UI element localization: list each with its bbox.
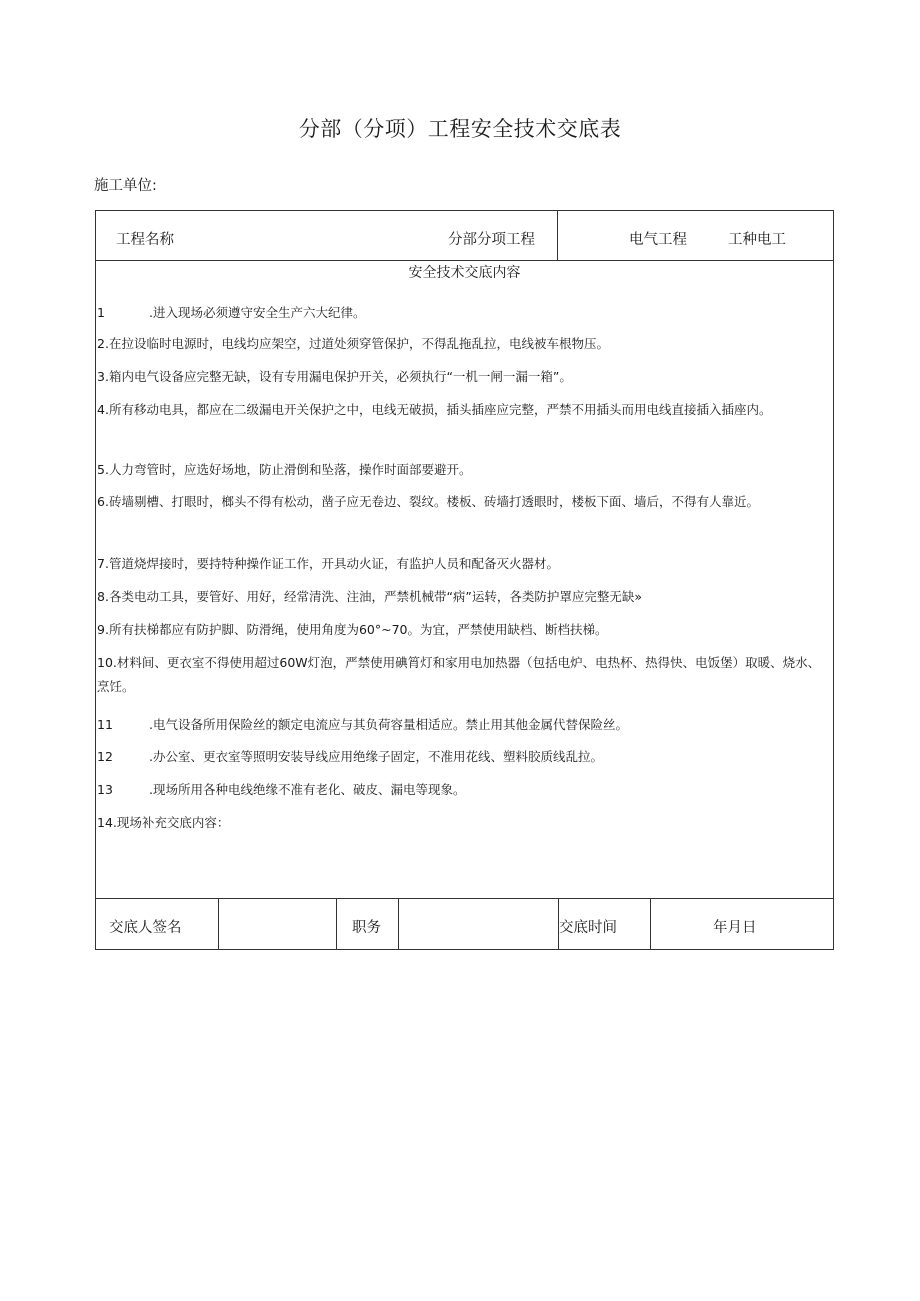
item-number: 11 xyxy=(97,717,113,732)
item-text: 在拉设临时电源时，电线均应架空，过道处须穿管保护，不得乱拖乱拉，电线被车根物压。 xyxy=(108,336,609,351)
signer-label: 交底人签名 xyxy=(109,920,182,936)
item-number: 2. xyxy=(97,336,109,351)
list-item xyxy=(97,745,825,769)
time-field[interactable]: 年月日 xyxy=(713,920,757,936)
list-item xyxy=(97,651,825,699)
footer-divider xyxy=(336,898,337,950)
item-text: .现场所用各种电线绝缘不准有老化、破皮、漏电等现象。 xyxy=(149,782,466,797)
item-text: 所有移动电具，都应在二级漏电开关保护之中，电线无破损，插头插座应完整，严禁不用插头而用电线直接插入插座内。 xyxy=(108,402,772,417)
document-title: 分部（分项）工程安全技术交底表 xyxy=(298,117,622,141)
item-text: .进入现场必须遵守安全生产六大纪律。 xyxy=(149,305,366,320)
item-number: 9. xyxy=(97,622,109,637)
item-text: .电气设备所用保险丝的额定电流应与其负荷容量相适应。禁止用其他金属代替保险丝。 xyxy=(149,717,628,732)
item-text: 现场补充交底内容： xyxy=(116,815,230,830)
list-item xyxy=(97,811,825,835)
list-item xyxy=(97,301,825,325)
item-number: 7. xyxy=(97,556,109,571)
sub-project-label: 分部分项工程 xyxy=(448,232,535,248)
item-number: 5. xyxy=(97,462,109,477)
item-number: 14. xyxy=(97,815,117,830)
position-label: 职务 xyxy=(352,920,381,936)
item-number: 4. xyxy=(97,402,109,417)
content-title: 安全技术交底内容 xyxy=(408,265,521,281)
item-text: 材料间、更衣室不得使用超过60W灯泡，严禁使用碘筲灯和家用电加热器（包括电炉、电热杯、热得快、电饭堡）取暖、烧水、烹饪。 xyxy=(97,655,821,694)
list-item xyxy=(97,713,825,737)
list-item xyxy=(97,458,825,482)
item-number: 12 xyxy=(97,749,113,764)
list-item xyxy=(97,585,825,609)
footer-divider xyxy=(398,898,399,950)
item-number: 10. xyxy=(97,655,117,670)
header-bottom-line xyxy=(96,260,833,261)
list-item xyxy=(97,332,825,356)
list-item xyxy=(97,490,825,514)
item-number: 8. xyxy=(97,589,109,604)
list-item xyxy=(97,365,825,389)
list-item xyxy=(97,398,825,422)
item-text: 人力弯管时，应选好场地，防止滑倒和坠落，操作时面部要避开。 xyxy=(108,462,472,477)
item-number: 6. xyxy=(97,494,109,509)
footer-top-line xyxy=(96,898,833,899)
header-divider xyxy=(557,211,558,260)
list-item xyxy=(97,618,825,642)
project-name-label: 工程名称 xyxy=(116,232,174,248)
list-item xyxy=(97,552,825,576)
time-label: 交底时间 xyxy=(559,920,617,936)
item-text: 各类电动工具，要管好、用好，经常清洗、注油，严禁机械带“病”运转，各类防护罩应完整无缺» xyxy=(108,589,643,604)
safety-briefing-form xyxy=(95,210,834,950)
item-number: 1 xyxy=(97,305,105,320)
item-text: 管道烧焊接时，要持特种操作证工作，开具动火证，有监护人员和配备灭火器材。 xyxy=(108,556,559,571)
footer-divider xyxy=(218,898,219,950)
trade-label: 工种电工 xyxy=(728,232,786,248)
sub-project-value: 电气工程 xyxy=(629,232,687,248)
item-text: 所有扶梯都应有防护脚、防滑绳，使用角度为60°~70。为宜，严禁使用缺档、断档扶梯。 xyxy=(108,622,608,637)
item-number: 13 xyxy=(97,782,113,797)
item-text: 砖墙剔槽、打眼时，榔头不得有松动，凿子应无卷边、裂纹。楼板、砖墙打透眼时，楼板下面、墙后，不得有人靠近。 xyxy=(108,494,759,509)
item-text: .办公室、更衣室等照明安装导线应用绝缘子固定，不准用花线、塑料胶质线乱拉。 xyxy=(149,749,603,764)
item-number: 3. xyxy=(97,369,109,384)
construction-unit-label: 施工单位: xyxy=(94,178,157,194)
list-item xyxy=(97,778,825,802)
item-text: 箱内电气设备应完整无缺，设有专用漏电保护开关，必须执行“一机一闸一漏一箱”。 xyxy=(108,369,572,384)
footer-divider xyxy=(650,898,651,950)
